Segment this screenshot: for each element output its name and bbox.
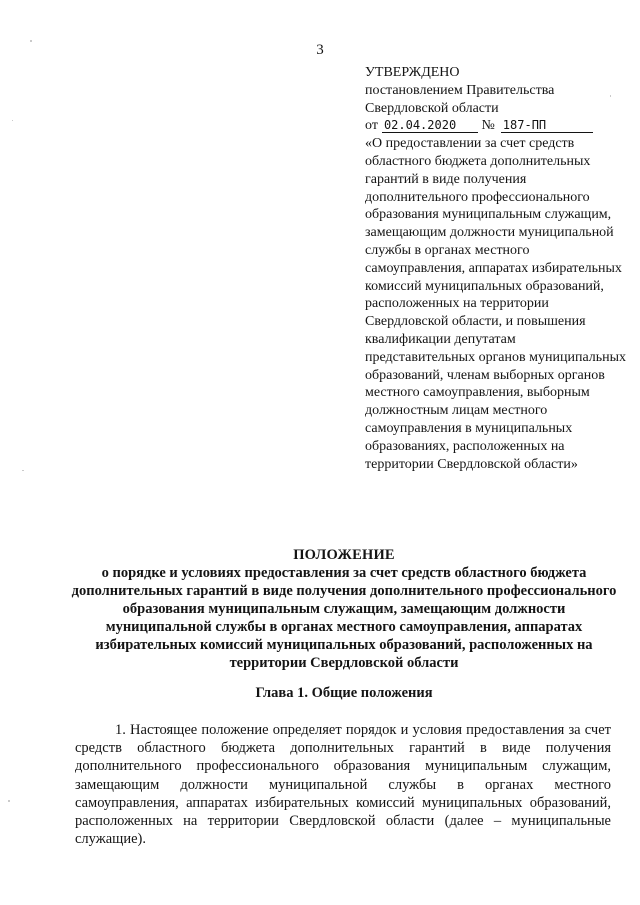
document-title-block [70, 546, 618, 672]
approval-line-1: постановлением Правительства [365, 82, 555, 98]
scan-speck [8, 800, 10, 802]
paragraph-1: 1. Настоящее положение определяет порядок и условия предоставления за счет средств областного бюджета дополнительных гарантий в виде получения дополнительного профессионального образования муниципальным служащим, замещающим должности муниципальной службы в органах местного самоуправления, аппаратах избирательных комиссий муниципальных образований, расположенных на территории Свердловской области (далее – муниципальные служащие). [75, 722, 611, 848]
scan-speck [610, 95, 611, 97]
approval-heading: УТВЕРЖДЕНО [365, 65, 460, 80]
document-subtitle: о порядке и условиях предоставления за счет средств областного бюджета дополнительных гарантий в виде получения дополнительного профессионального образования муниципальным служащим, замещающим должности муниципальной службы в органах местного самоуправления, аппаратах избирательных комиссий муниципальных образований, расположенных на территории Свердловской области [71, 565, 617, 671]
date-prefix: от [365, 118, 378, 134]
number-value: 187-ПП [501, 118, 593, 133]
approval-date-line [365, 117, 627, 135]
date-value: 02.04.2020 [382, 118, 478, 133]
approval-stamp-block [365, 64, 627, 473]
page-number: 3 [316, 42, 324, 58]
chapter-heading: Глава 1. Общие положения [255, 685, 433, 701]
approval-basis-text: «О предоставлении за счет средств областного бюджета дополнительных гарантий в виде получения дополнительного профессионального образования муниципальным служащим, замещающим должности муниципальной службы в органах местного самоуправления, аппаратах избирательных комиссий муниципальных образований, расположенных на территории Свердловской области, и повышения квалификации депутатам представительных органов муниципальных образований, членам выборных органов местного самоуправления, выборным должностным лицам местного самоуправления в муниципальных образованиях, расположенных на территории Свердловской области» [365, 136, 627, 472]
number-prefix: № [481, 118, 495, 134]
scan-speck [22, 470, 24, 471]
scan-speck [30, 40, 32, 42]
document-title: ПОЛОЖЕНИЕ [293, 547, 395, 563]
approval-line-2: Свердловской области [365, 100, 499, 116]
scan-speck [12, 120, 13, 121]
